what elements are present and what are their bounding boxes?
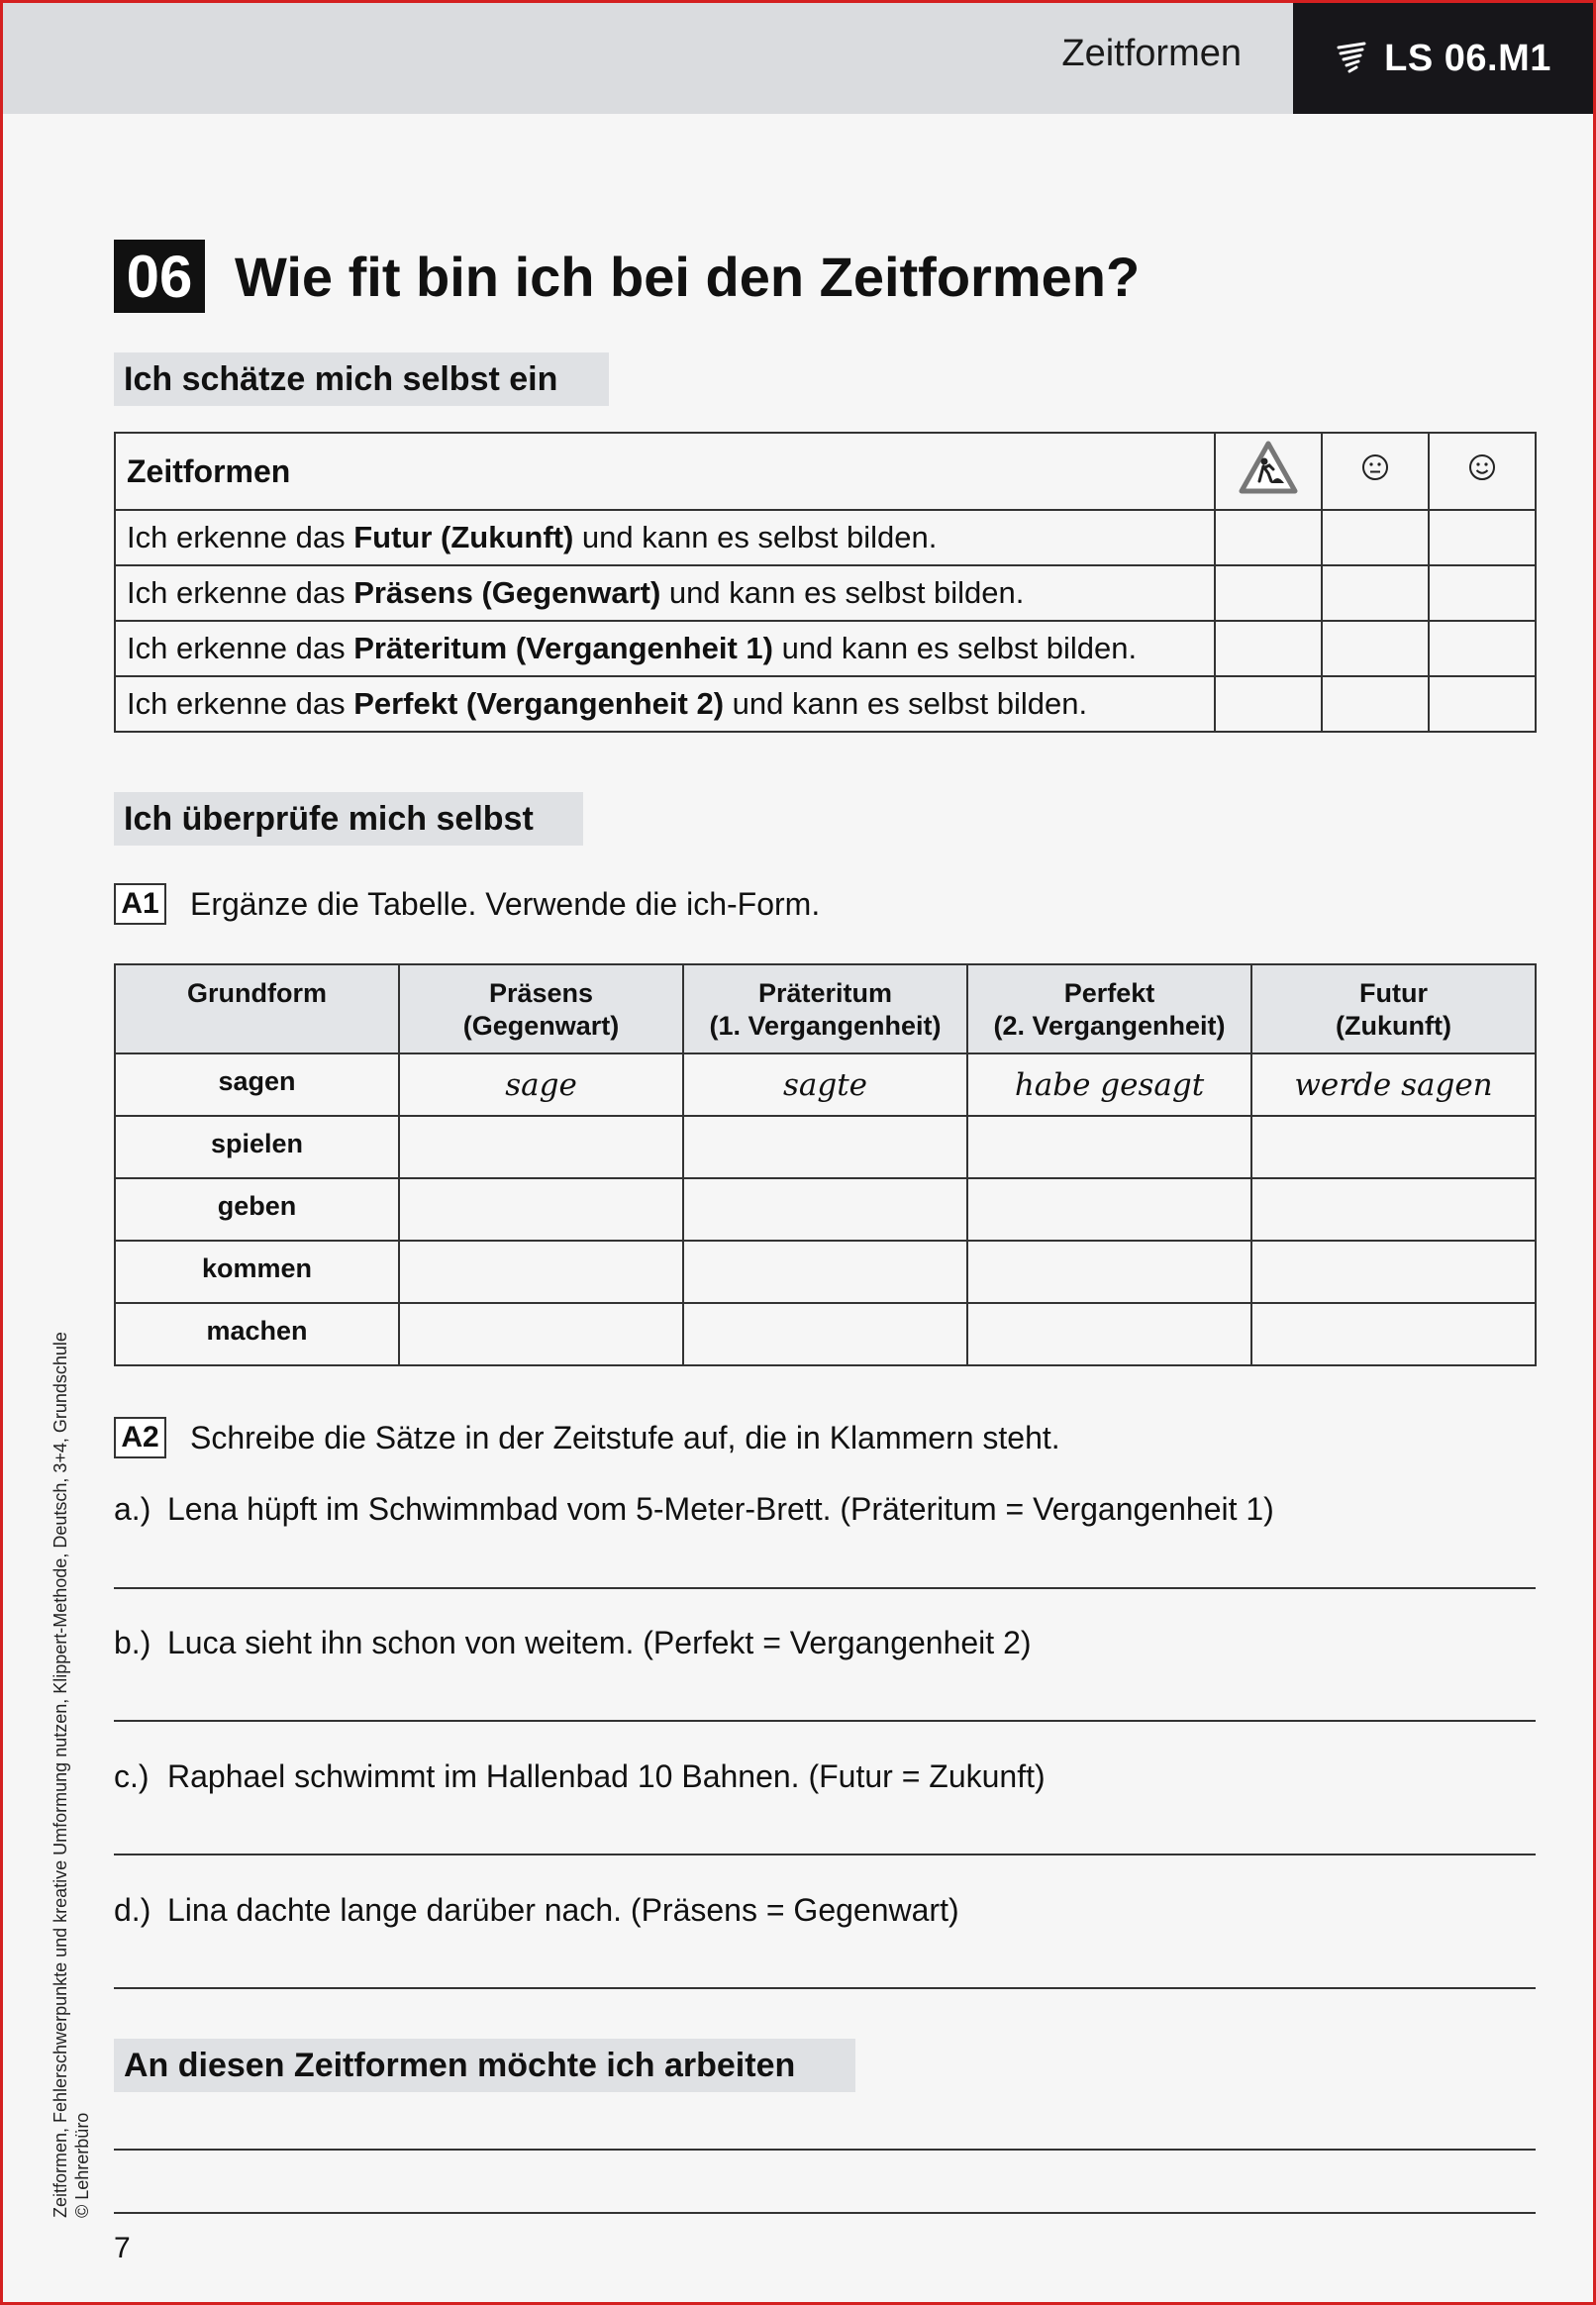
- rating-checkbox[interactable]: [1322, 676, 1429, 732]
- column-header-zeitformen: Zeitformen: [115, 433, 1215, 510]
- answer-cell[interactable]: [683, 1241, 967, 1303]
- table-row: [115, 1178, 1536, 1241]
- rating-column-construction: [1215, 433, 1322, 510]
- sentence-a: a.) Lena hüpft im Schwimmbad vom 5-Meter-Brett. (Präteritum = Vergangenheit 1): [114, 1491, 1274, 1527]
- table-row: [115, 621, 1536, 676]
- statement-cell: Ich erkenne das Präsens (Gegenwart) und kann es selbst bilden.: [115, 565, 1215, 621]
- table-header-row: [115, 433, 1536, 510]
- column-header: Perfekt (2. Vergangenheit): [967, 964, 1251, 1053]
- header-section-title: Zeitformen: [1061, 33, 1242, 74]
- answer-cell[interactable]: habe gesagt: [967, 1053, 1251, 1116]
- rating-checkbox[interactable]: [1429, 621, 1536, 676]
- rating-column-happy: [1429, 433, 1536, 510]
- rating-column-neutral: [1322, 433, 1429, 510]
- statement-cell: Ich erkenne das Perfekt (Vergangenheit 2) und kann es selbst bilden.: [115, 676, 1215, 732]
- task-instruction: Ergänze die Tabelle. Verwende die ich-Form.: [190, 885, 821, 922]
- rating-checkbox[interactable]: [1429, 565, 1536, 621]
- answer-line[interactable]: [114, 1587, 1536, 1589]
- answer-cell[interactable]: [399, 1116, 683, 1178]
- page-title: Wie fit bin ich bei den Zeitformen?: [235, 245, 1141, 308]
- copyright-sidebar: [50, 1332, 93, 2218]
- answer-cell[interactable]: [399, 1303, 683, 1365]
- answer-cell[interactable]: [683, 1116, 967, 1178]
- base-form-cell: geben: [115, 1178, 399, 1241]
- verb-conjugation-table: [114, 963, 1537, 1366]
- base-form-cell: spielen: [115, 1116, 399, 1178]
- rating-checkbox[interactable]: [1215, 565, 1322, 621]
- section-heading-self-check: Ich überprüfe mich selbst: [114, 792, 583, 846]
- self-assessment-table: [114, 432, 1537, 733]
- answer-cell[interactable]: sage: [399, 1053, 683, 1116]
- statement-cell: Ich erkenne das Präteritum (Vergangenheit 1) und kann es selbst bilden.: [115, 621, 1215, 676]
- answer-cell[interactable]: [683, 1303, 967, 1365]
- sentence-c: c.) Raphael schwimmt im Hallenbad 10 Bahnen. (Futur = Zukunft): [114, 1758, 1046, 1794]
- answer-cell[interactable]: [1251, 1178, 1536, 1241]
- task-a2: [114, 1417, 1060, 1458]
- table-row: [115, 1303, 1536, 1365]
- table-row: [115, 1241, 1536, 1303]
- column-header: Futur (Zukunft): [1251, 964, 1536, 1053]
- answer-cell[interactable]: [399, 1241, 683, 1303]
- answer-line[interactable]: [114, 1854, 1536, 1855]
- sentence-d: d.) Lina dachte lange darüber nach. (Präsens = Gegenwart): [114, 1892, 959, 1928]
- rating-checkbox[interactable]: [1215, 621, 1322, 676]
- answer-cell[interactable]: [967, 1178, 1251, 1241]
- lesson-code-box: [1293, 3, 1593, 114]
- task-label: A1: [114, 883, 166, 925]
- answer-line[interactable]: [114, 2149, 1536, 2151]
- answer-cell[interactable]: [683, 1178, 967, 1241]
- table-row: [115, 565, 1536, 621]
- answer-cell[interactable]: [1251, 1303, 1536, 1365]
- neutral-face-icon: [1361, 453, 1389, 481]
- answer-cell[interactable]: werde sagen: [1251, 1053, 1536, 1116]
- base-form-cell: sagen: [115, 1053, 399, 1116]
- column-header: Grundform: [115, 964, 399, 1053]
- statement-cell: Ich erkenne das Futur (Zukunft) und kann es selbst bilden.: [115, 510, 1215, 565]
- table-row: [115, 676, 1536, 732]
- page-title-block: [114, 240, 1140, 313]
- page-number: 7: [114, 2232, 131, 2264]
- answer-cell[interactable]: [967, 1116, 1251, 1178]
- table-header-row: [115, 964, 1536, 1053]
- answer-cell[interactable]: [967, 1241, 1251, 1303]
- column-header: Präsens (Gegenwart): [399, 964, 683, 1053]
- base-form-cell: machen: [115, 1303, 399, 1365]
- answer-cell[interactable]: [399, 1178, 683, 1241]
- answer-line[interactable]: [114, 1987, 1536, 1989]
- task-label: A2: [114, 1417, 166, 1458]
- table-row: [115, 1116, 1536, 1178]
- table-row: [115, 510, 1536, 565]
- rating-checkbox[interactable]: [1215, 510, 1322, 565]
- source-line: Zeitformen, Fehlerschwerpunkte und kreative Umformung nutzen, Klippert-Methode, Deutsch, 3+4, Grundschule: [50, 1332, 70, 2218]
- task-instruction: Schreibe die Sätze in der Zeitstufe auf, die in Klammern steht.: [190, 1419, 1060, 1455]
- section-heading-self-assessment: Ich schätze mich selbst ein: [114, 352, 609, 406]
- answer-line[interactable]: [114, 1720, 1536, 1722]
- copyright-line: © Lehrerbüro: [72, 2112, 92, 2218]
- answer-cell[interactable]: [967, 1303, 1251, 1365]
- rating-checkbox[interactable]: [1322, 621, 1429, 676]
- task-a1: [114, 883, 820, 925]
- smiling-face-icon: [1468, 453, 1496, 481]
- rating-checkbox[interactable]: [1429, 676, 1536, 732]
- section-heading-practice: An diesen Zeitformen möchte ich arbeiten: [114, 2039, 855, 2092]
- column-header: Präteritum (1. Vergangenheit): [683, 964, 967, 1053]
- base-form-cell: kommen: [115, 1241, 399, 1303]
- answer-cell[interactable]: sagte: [683, 1053, 967, 1116]
- answer-line[interactable]: [114, 2212, 1536, 2214]
- tornado-logo-icon: [1335, 42, 1368, 75]
- sentence-b: b.) Luca sieht ihn schon von weitem. (Perfekt = Vergangenheit 2): [114, 1625, 1032, 1660]
- table-row: [115, 1053, 1536, 1116]
- rating-checkbox[interactable]: [1322, 510, 1429, 565]
- chapter-number: 06: [114, 240, 205, 313]
- rating-checkbox[interactable]: [1429, 510, 1536, 565]
- lesson-code: LS 06.M1: [1384, 37, 1551, 79]
- answer-cell[interactable]: [1251, 1116, 1536, 1178]
- rating-checkbox[interactable]: [1215, 676, 1322, 732]
- construction-sign-icon: [1238, 440, 1299, 495]
- rating-checkbox[interactable]: [1322, 565, 1429, 621]
- answer-cell[interactable]: [1251, 1241, 1536, 1303]
